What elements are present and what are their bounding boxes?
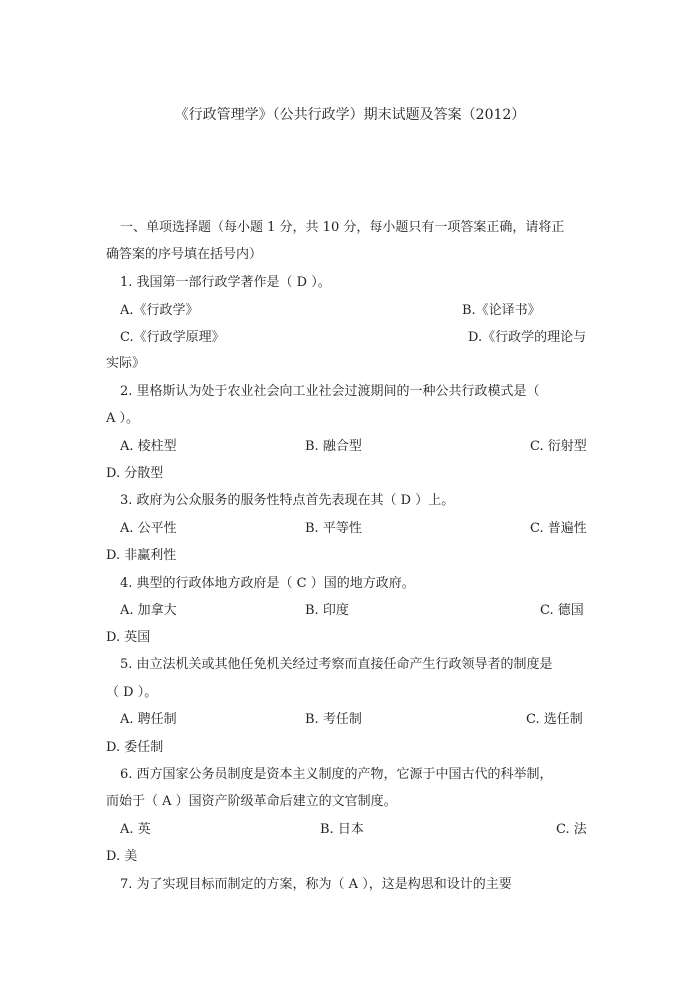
question-1-stem: 1. 我国第一部行政学著作是（ D ）。 (120, 275, 331, 290)
question-4-option-c: C. 德国 (540, 603, 584, 618)
question-2-option-c: C. 衍射型 (530, 439, 587, 454)
question-5-option-b: B. 考任制 (305, 712, 362, 727)
question-1-option-a: A.《行政学》 (120, 303, 199, 318)
question-5-option-c: C. 选任制 (526, 712, 583, 727)
question-5-option-a: A. 聘任制 (120, 712, 177, 727)
question-4-option-d: D. 英国 (106, 630, 151, 645)
question-3-option-a: A. 公平性 (120, 521, 177, 536)
question-6-stem: 6. 西方国家公务员制度是资本主义制度的产物，它源于中国古代的科举制， (120, 767, 553, 782)
question-2-stem: 2. 里格斯认为处于农业社会向工业社会过渡期间的一种公共行政模式是（ (120, 384, 540, 399)
question-5-stem: 5. 由立法机关或其他任免机关经过考察而直接任命产生行政领导者的制度是 (120, 657, 553, 672)
document-title: 《行政管理学》（公共行政学）期末试题及答案（2012） (174, 107, 526, 123)
question-5-option-d: D. 委任制 (106, 740, 164, 755)
section-heading-line2: 确答案的序号填在括号内） (106, 247, 263, 262)
question-1-option-d: D.《行政学的理论与 (468, 330, 587, 345)
question-3-option-d: D. 非赢利性 (106, 548, 177, 563)
question-4-stem: 4. 典型的行政体地方政府是（ C ）国的地方政府。 (120, 576, 415, 591)
question-2-stem-continued: A ）。 (106, 411, 140, 426)
section-heading-line1: 一、单项选择题（每小题 1 分，共 10 分，每小题只有一项答案正确，请将正 (120, 220, 565, 235)
question-5-stem-continued: （ D ）。 (106, 685, 158, 700)
question-6-option-b: B. 日本 (320, 822, 364, 837)
question-6-option-a: A. 英 (120, 822, 151, 837)
question-6-stem-continued: 而始于（ A ）国资产阶级革命后建立的文官制度。 (106, 794, 397, 809)
question-4-option-a: A. 加拿大 (120, 603, 177, 618)
question-3-option-b: B. 平等性 (305, 521, 362, 536)
question-6-option-d: D. 美 (106, 849, 138, 864)
question-2-option-d: D. 分散型 (106, 466, 164, 481)
question-1-option-b: B.《论译书》 (462, 303, 541, 318)
question-1-option-c: C.《行政学原理》 (120, 330, 225, 345)
question-2-option-b: B. 融合型 (305, 439, 362, 454)
question-4-option-b: B. 印度 (305, 603, 349, 618)
question-7-stem: 7. 为了实现目标而制定的方案，称为（ A ），这是构思和设计的主要 (120, 877, 512, 892)
question-2-option-a: A. 棱柱型 (120, 439, 177, 454)
question-3-option-c: C. 普遍性 (530, 521, 587, 536)
question-6-option-c: C. 法 (556, 822, 587, 837)
question-1-option-d-continued: 实际》 (106, 356, 146, 371)
question-3-stem: 3. 政府为公众服务的服务性特点首先表现在其（ D ）上。 (120, 493, 455, 508)
